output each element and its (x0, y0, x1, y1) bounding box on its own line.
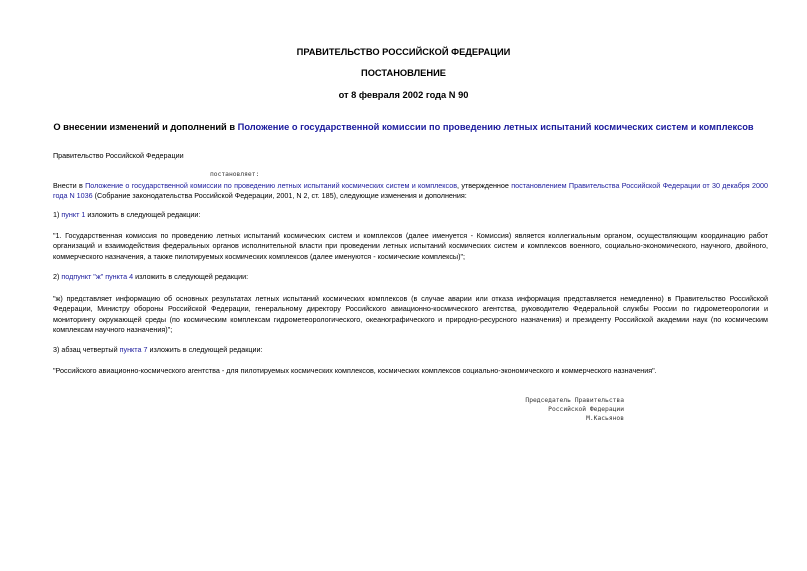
intro-text-3: (Собрание законодательства Российской Федерации, 2001, N 2, ст. 185), следующие изменения и дополнения: (92, 191, 467, 201)
item-3-text: изложить в следующей редакции: (147, 345, 263, 354)
item-2-link[interactable]: подпункт "ж" пункта 4 (61, 272, 134, 281)
item-1-instruction (53, 210, 200, 220)
item-1-link[interactable]: пункт 1 (61, 210, 86, 219)
item-3-number: 3) абзац четвертый (53, 345, 120, 354)
item-1-text: изложить в следующей редакции: (85, 210, 201, 219)
item-3-paragraph: "Российского авиационно-космического агентства - для пилотируемых космических комплексов, космических комплексов социально-экономического и коммерческого назначения". (53, 366, 657, 375)
intro-regulation-link[interactable]: Положение о государственной комиссии по проведению летных испытаний космических систем и комплексов (85, 181, 458, 190)
item-3-link[interactable]: пункта 7 (119, 345, 148, 354)
title-regulation-link[interactable]: Положение о государственной комиссии по проведению летных испытаний космических систем и комплексов (237, 122, 754, 132)
title-prefix: О внесении изменений и дополнений в (53, 122, 238, 132)
decides-text: постановляет: (210, 171, 260, 178)
signature-name: М.Касьянов (586, 415, 624, 423)
intro-paragraph (53, 181, 768, 202)
item-2-text: изложить в следующей редакции: (133, 272, 249, 281)
date-number-heading: от 8 февраля 2002 года N 90 (338, 90, 469, 100)
intro-text-1: Внести в (53, 181, 86, 190)
item-1-paragraph: "1. Государственная комиссия по проведению летных испытаний космических систем и комплексов (далее именуется - Комиссия) является коллегиальным органом, осуществляющим координацию работ организаций и взаимодействия федеральных органов исполнительной власти при проведении летных испытаний космических систем и комплексов военного, социально-экономического, научного, двойного, коммерческого назначения, а также пилотируемых космических комплексов (далее именуются - космические комплексы)"; (53, 231, 768, 261)
item-2-number: 2) (53, 272, 62, 281)
signature-position: Председатель Правительства (525, 397, 624, 404)
intro-resolution-link[interactable]: постановлением Правительства Российской Федерации от 30 декабря 2000 года N 1036 (53, 181, 768, 201)
intro-text-2: , утвержденное (457, 181, 512, 190)
authority-heading: ПРАВИТЕЛЬСТВО РОССИЙСКОЙ ФЕДЕРАЦИИ (296, 47, 511, 57)
item-2-paragraph: "ж) представляет информацию об основных результатах летных испытаний космических комплексов (в случае аварии или отказа информация представляется немедленно) в Правительство Российской Федерации, Министру обороны Российской Федерации, генеральному директору Российского авиационно-космического агентства, руководителю Федеральной службы России по гидрометеорологии и мониторингу окружающей среды (по космическим комплексам гидрометеорологического, океанографического и природно-ресурсного назначения) и президенту Российской академии наук (по космическим комплексам научного назначения)"; (53, 294, 768, 335)
item-1-number: 1) (53, 210, 62, 219)
item-2-instruction (53, 272, 248, 282)
signature-block (470, 396, 624, 424)
document-type-heading: ПОСТАНОВЛЕНИЕ (361, 68, 446, 78)
signature-country: Российской Федерации (548, 406, 624, 414)
issuer-text: Правительство Российской Федерации (53, 151, 184, 160)
item-3-instruction (53, 345, 263, 355)
document-title (0, 122, 807, 132)
